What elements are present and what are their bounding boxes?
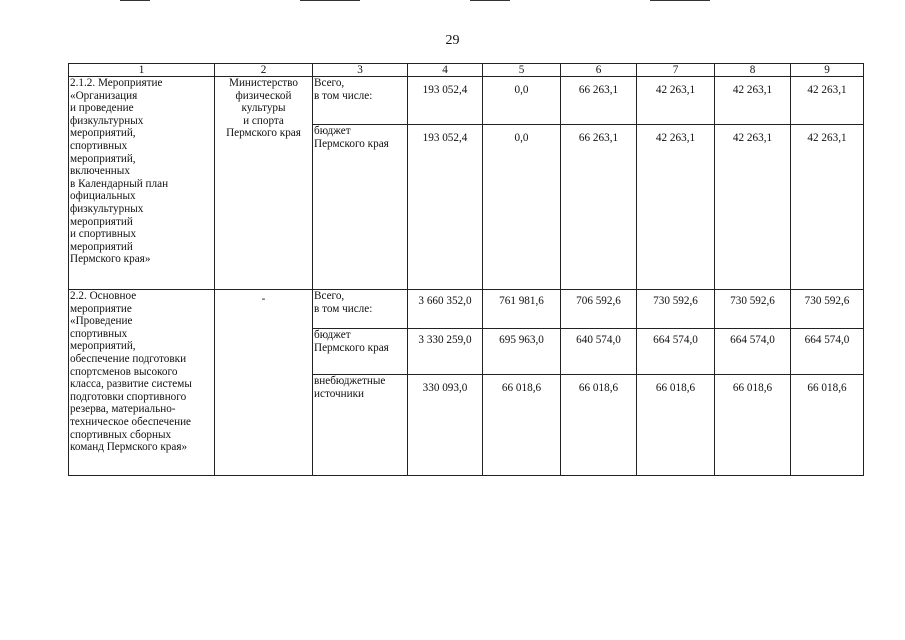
responsible-cell	[215, 290, 313, 476]
table-row	[69, 290, 864, 329]
value-cell: 42 263,1	[715, 77, 791, 125]
program-funding-table	[68, 63, 864, 476]
scan-edge-mark	[470, 0, 510, 1]
value-cell: 193 052,4	[408, 125, 483, 290]
table-row	[69, 77, 864, 125]
value-cell: 330 093,0	[408, 375, 483, 476]
value-cell: 695 963,0	[483, 329, 561, 375]
funding-source: Всего, в том числе:	[314, 77, 373, 102]
value-cell: 42 263,1	[791, 125, 864, 290]
value-cell: 66 018,6	[791, 375, 864, 476]
activity-description: 2.2. Основное мероприятие «Проведение спортивных мероприятий, обеспечение подготовки спортсменов высокого класса, развитие системы подготовки спортивного резерва, материально- техническое обеспечение спортивных сборных команд Пермского края»	[70, 290, 192, 454]
value-cell: 0,0	[483, 125, 561, 290]
responsible-executor: -	[261, 293, 266, 305]
column-header: 6	[561, 64, 637, 77]
value-cell: 66 018,6	[715, 375, 791, 476]
column-header: 2	[215, 64, 313, 77]
funding-source: бюджет Пермского края	[314, 125, 389, 150]
scan-edge-mark	[300, 0, 360, 1]
value-cell: 42 263,1	[637, 77, 715, 125]
value-cell: 42 263,1	[715, 125, 791, 290]
column-header: 5	[483, 64, 561, 77]
responsible-executor: Министерство физической культуры и спорта Пермского края	[226, 77, 301, 140]
value-cell: 730 592,6	[791, 290, 864, 329]
activity-description-cell	[69, 77, 215, 290]
funding-source-cell	[313, 375, 408, 476]
column-header: 7	[637, 64, 715, 77]
activity-description: 2.1.2. Мероприятие «Организация и проведение физкультурных мероприятий, спортивных мероприятий, включенных в Календарный план официальных физкультурных мероприятий и спортивных мероприятий Пермского края»	[70, 77, 169, 266]
value-cell: 761 981,6	[483, 290, 561, 329]
funding-source-cell	[313, 329, 408, 375]
value-cell: 706 592,6	[561, 290, 637, 329]
funding-source: бюджет Пермского края	[314, 329, 389, 354]
value-cell: 66 263,1	[561, 77, 637, 125]
scan-edge-mark	[120, 0, 150, 1]
funding-source-cell	[313, 125, 408, 290]
funding-source-cell	[313, 77, 408, 125]
value-cell: 66 018,6	[561, 375, 637, 476]
funding-source-cell	[313, 290, 408, 329]
value-cell: 3 660 352,0	[408, 290, 483, 329]
page-number: 29	[445, 33, 460, 48]
value-cell: 664 574,0	[637, 329, 715, 375]
column-header: 9	[791, 64, 864, 77]
activity-description-cell	[69, 290, 215, 476]
value-cell: 3 330 259,0	[408, 329, 483, 375]
value-cell: 664 574,0	[715, 329, 791, 375]
value-cell: 640 574,0	[561, 329, 637, 375]
value-cell: 66 018,6	[637, 375, 715, 476]
column-header: 8	[715, 64, 791, 77]
value-cell: 193 052,4	[408, 77, 483, 125]
funding-source: внебюджетные источники	[314, 375, 386, 400]
column-header: 3	[313, 64, 408, 77]
funding-source: Всего, в том числе:	[314, 290, 373, 315]
value-cell: 66 263,1	[561, 125, 637, 290]
scan-edge-mark	[650, 0, 710, 1]
value-cell: 0,0	[483, 77, 561, 125]
column-number-row	[69, 64, 864, 77]
value-cell: 730 592,6	[715, 290, 791, 329]
value-cell: 42 263,1	[637, 125, 715, 290]
value-cell: 730 592,6	[637, 290, 715, 329]
column-header: 1	[69, 64, 215, 77]
value-cell: 66 018,6	[483, 375, 561, 476]
value-cell: 664 574,0	[791, 329, 864, 375]
column-header: 4	[408, 64, 483, 77]
value-cell: 42 263,1	[791, 77, 864, 125]
responsible-cell	[215, 77, 313, 290]
